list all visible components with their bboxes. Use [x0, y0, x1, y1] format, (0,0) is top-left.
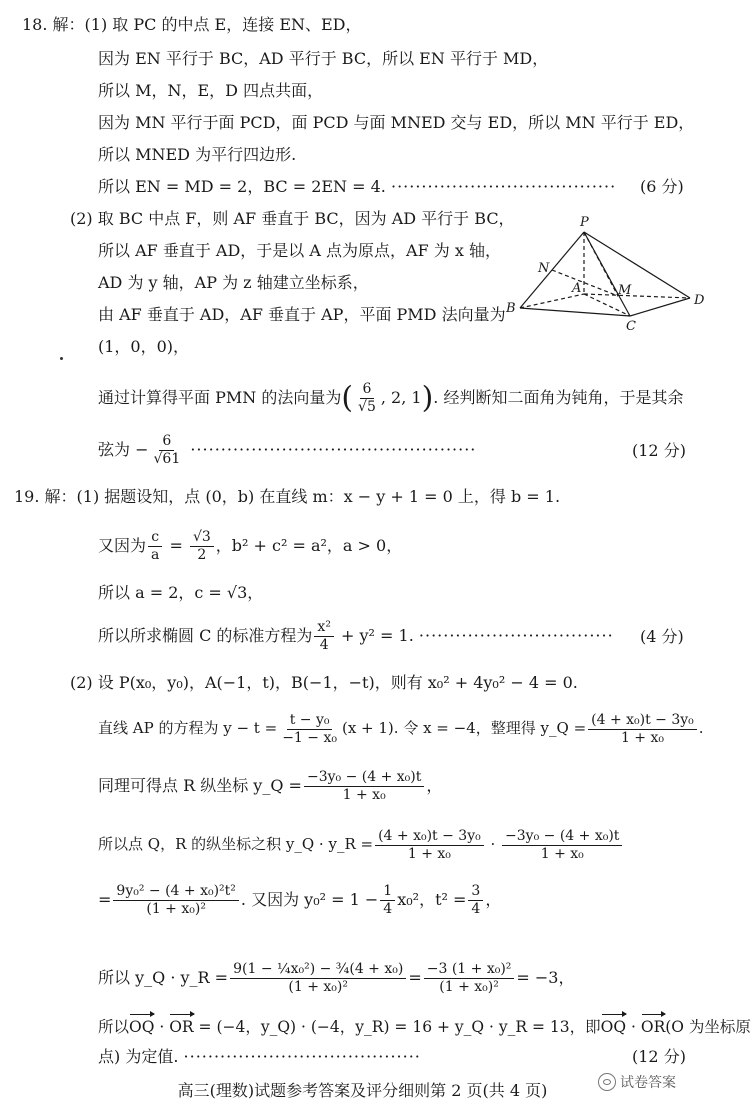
label-D: D	[694, 293, 705, 308]
q19-line-7: 同理可得点 R 纵坐标 y_Q = $\frac{\text{−3y₀ − (4 + x₀)t}}{\text{1 + x₀}}$ ，	[98, 769, 443, 803]
badge-text: 试卷答案	[620, 1075, 676, 1091]
q18-line-4: 因为 MN 平行于面 PCD，面 PCD 与面 MNED 交与 ED，所以 MN 平行于 ED，	[98, 113, 695, 132]
q19-score-12: (12 分)	[632, 1047, 686, 1066]
vector-OQ: OQ	[129, 1018, 155, 1036]
q18-line-7: (2) 取 BC 中点 F，则 AF 垂直于 BC，因为 AD 平行于 BC，	[70, 209, 515, 228]
q19-line-11: 所以OQ · OR = (−4，y_Q) · (−4，y_R) = 16 + y_Q · y_R = 13，即OQ · OR(O 为坐标原	[98, 1018, 751, 1036]
fraction: $\frac{\text{(4 + x₀)t − 3y₀}}{\text{1 + x₀}}$	[375, 828, 484, 863]
q18-line-9: AD 为 y 轴，AP 为 z 轴建立坐标系，	[98, 273, 369, 292]
fraction: $\frac{\text{−3 (1 + x₀)²}}{\text{(1 + x₀)²}}$	[424, 961, 515, 996]
q19-line-8: 所以点 Q，R 的纵坐标之积 y_Q · y_R = $\frac{\text{(4 + x₀)t − 3y₀}}{\text{1 + x₀}}$ · $\frac{\text{−3y₀ − (4 + x₀)t}}{\text{1 + x₀}}$	[98, 824, 624, 864]
stray-dot	[60, 357, 63, 360]
q18-line-6-text: 所以 EN = MD = 2，BC = 2EN = 4.	[98, 177, 386, 196]
fraction: $\frac{3}{4}$	[468, 883, 483, 918]
q18-score-6: (6 分)	[640, 177, 684, 196]
q18-line-1: 18. 解：(1) 取 PC 的中点 E，连接 EN、ED，	[22, 15, 362, 34]
segment-PM	[584, 232, 618, 296]
fraction: $\frac{1}{4}$	[380, 883, 395, 918]
fraction: $\frac{6}{√61}$	[153, 433, 181, 467]
q18-line-6: 所以 EN = MD = 2，BC = 2EN = 4. ·····································	[98, 177, 617, 196]
label-P: P	[580, 215, 589, 230]
label-C: C	[626, 319, 636, 334]
fraction: $\frac{\text{(4 + x₀)t − 3y₀}}{\text{1 + x₀}}$	[588, 712, 697, 747]
q18-line-8: 所以 AF 垂直于 AD，于是以 A 点为原点，AF 为 x 轴，	[98, 241, 501, 260]
fraction: $\frac{\text{−3y₀ − (4 + x₀)t}}{\text{1 + x₀}}$	[502, 828, 622, 863]
segment-NM	[552, 270, 618, 296]
q18-line-11: (1，0，0)，	[98, 337, 190, 356]
fraction: $\frac{√3}{2}$	[190, 529, 214, 564]
vector-OR: OR	[640, 1018, 666, 1036]
watermark-badge	[598, 1072, 676, 1092]
fraction: $\frac{\text{9(1 − ¼x₀²) − ¾(4 + x₀)}}{\text{(1 + x₀)²}}$	[230, 961, 406, 996]
edge-PD	[584, 232, 690, 298]
q19-line-1: 19. 解：(1) 据题设知，点 (0，b) 在直线 m：x − y + 1 = 0 上，得 b = 1.	[14, 487, 561, 506]
fraction: $\frac{\text{x²}}{4}$	[314, 619, 334, 654]
edge-AD	[584, 294, 690, 298]
q18-line-2: 因为 EN 平行于 BC，AD 平行于 BC，所以 EN 平行于 MD，	[98, 49, 549, 68]
label-A: A	[572, 281, 582, 296]
fraction: $\frac{\text{t − y₀}}{\text{−1 − x₀}}$	[282, 711, 337, 746]
q18-line-13: 弦为 − $\frac{6}{√61}$ ···············································	[98, 433, 477, 467]
fraction: $\frac{6}{√5}$	[358, 381, 376, 415]
vector-OR: OR	[169, 1018, 194, 1036]
q19-line-12: 点) 为定值. ·······································	[98, 1047, 421, 1066]
vector-OQ: OQ	[600, 1018, 627, 1036]
fraction: $\frac{\text{9y₀² − (4 + x₀)²t²}}{\text{(1 + x₀)²}}$	[113, 883, 239, 918]
q19-line-5: (2) 设 P(x₀，y₀)，A(−1，t)，B(−1，−t)，则有 x₀² + 4y₀² − 4 = 0.	[70, 673, 578, 692]
label-B: B	[506, 301, 516, 316]
page-footer: 高三(理数)试题参考答案及评分细则第 2 页(共 4 页)	[177, 1081, 548, 1100]
q18-line-5: 所以 MNED 为平行四边形.	[98, 145, 297, 164]
edge-CD	[630, 298, 690, 316]
q18-line-3: 所以 M，N，E，D 四点共面，	[98, 81, 324, 100]
pyramid-figure	[500, 212, 715, 337]
q19-line-3: 所以 a = 2，c = √3，	[98, 583, 264, 602]
edge-BC	[520, 308, 630, 316]
fraction: $\frac{\text{−3y₀ − (4 + x₀)t}}{\text{1 + x₀}}$	[304, 769, 424, 804]
q19-line-9: = $\frac{\text{9y₀² − (4 + x₀)²t²}}{\text{(1 + x₀)²}}$ . 又因为 y₀² = 1 − $\frac{1}{4}$ x₀²，t² = $\frac{3}{4}$ ，	[98, 883, 502, 917]
label-M: M	[618, 283, 632, 298]
q19-score-4: (4 分)	[640, 627, 684, 646]
q18-line-10: 由 AF 垂直于 AD，AF 垂直于 AP，平面 PMD 法向量为	[98, 305, 506, 324]
q18-line-12: 通过计算得平面 PMN 的法向量为( $\frac{6}{√5}$ , 2, 1). 经判断知二面角为钝角，于是其余	[98, 380, 684, 416]
q19-line-10: 所以 y_Q · y_R = $\frac{\text{9(1 − ¼x₀²) − ¾(4 + x₀)}}{\text{(1 + x₀)²}}$ = $\frac{\text{−3 (1 + x₀)²}}{\text{(1 + x₀)²}}$ = −3，	[98, 961, 575, 995]
q19-line-6: 直线 AP 的方程为 y − t = $\frac{\text{t − y₀}}{\text{−1 − x₀}}$ (x + 1). 令 x = −4，整理得 y_Q = $\frac{\text{(4 + x₀)t − 3y₀}}{\text{1 + x₀}}$ .	[98, 711, 704, 746]
q19-line-2: 又因为 $\frac{c}{a}$ = $\frac{√3}{2}$ ，b² + c² = a²，a > 0，	[98, 529, 403, 563]
fraction: $\frac{c}{a}$	[148, 529, 162, 564]
wechat-icon	[598, 1073, 616, 1091]
q19-line-4: 所以所求椭圆 C 的标准方程为 $\frac{\text{x²}}{4}$ + y² = 1. ································	[98, 619, 614, 653]
q18-score-12: (12 分)	[632, 441, 686, 460]
label-N: N	[538, 261, 550, 276]
